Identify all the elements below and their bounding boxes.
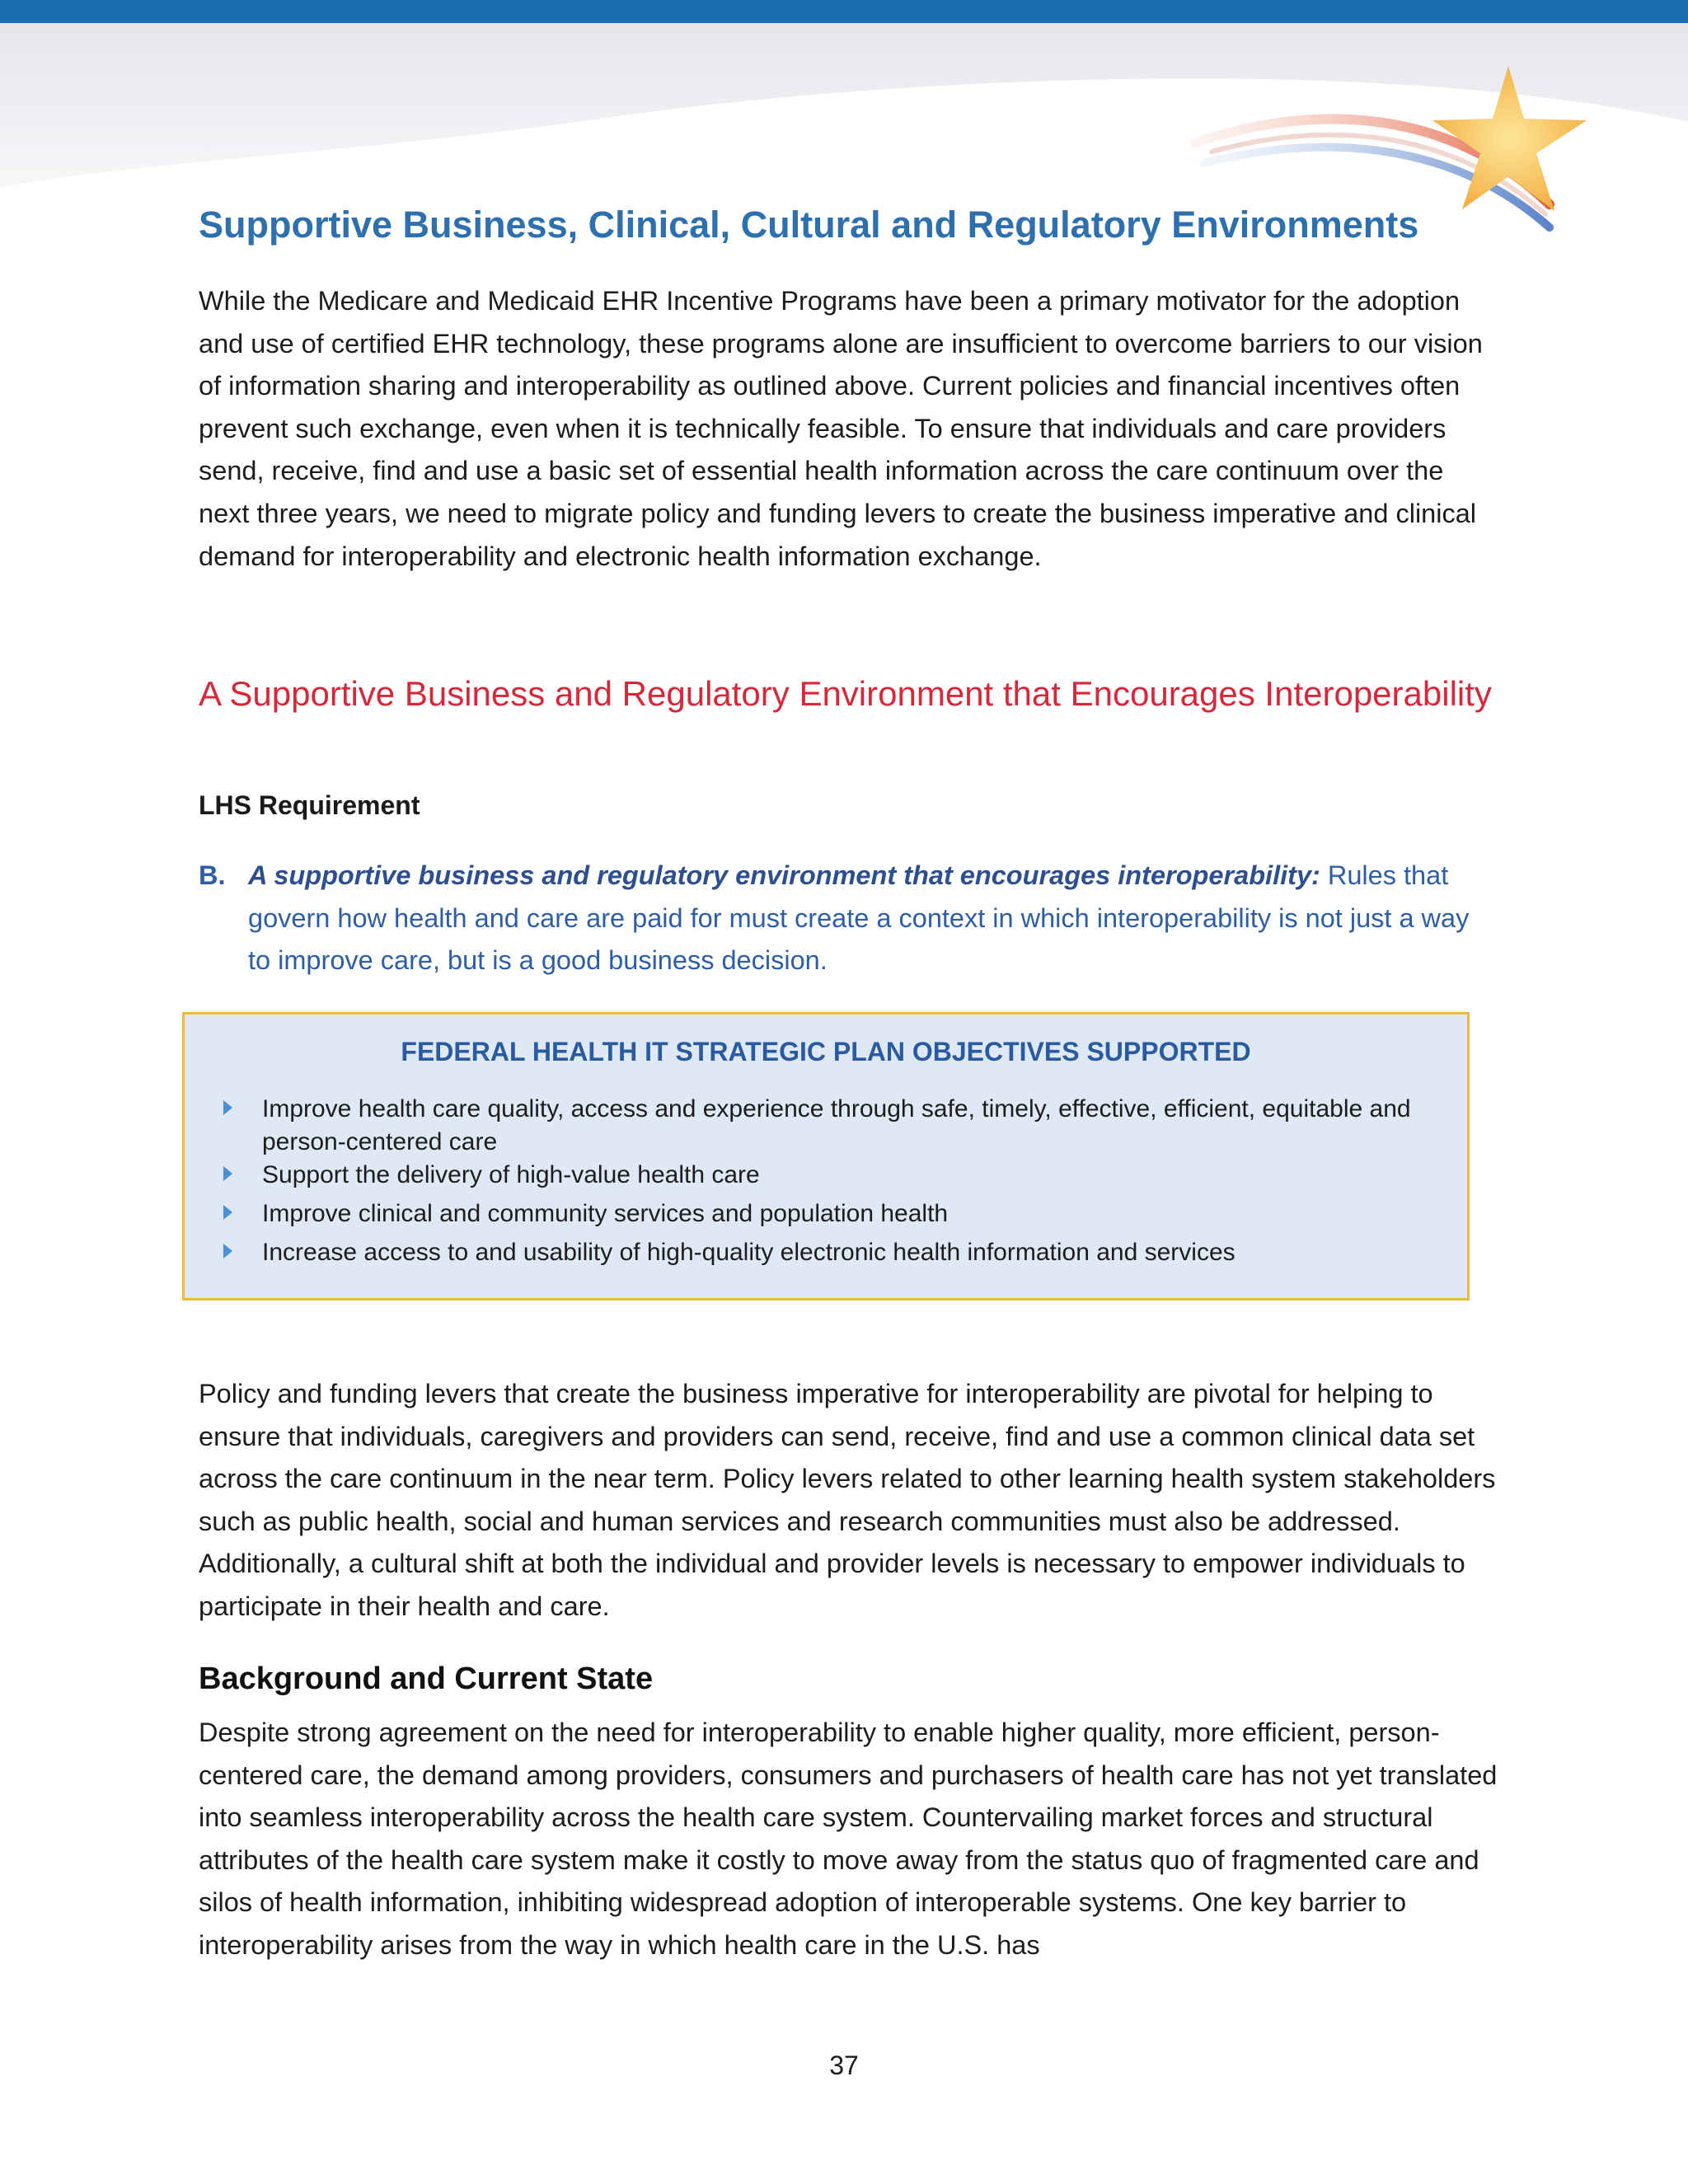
requirement-text: Rules that govern how health and care are paid for must create a context in which interoperability is not just a way to improve care, but is a good business decision. xyxy=(248,860,1470,976)
section-title: Supportive Business, Clinical, Cultural and Regulatory Environments xyxy=(199,204,1419,246)
bullet-arrow-icon xyxy=(223,1166,232,1181)
requirement-label: LHS Requirement xyxy=(199,790,420,820)
objective-text: Support the delivery of high-value health care xyxy=(262,1161,760,1188)
intro-paragraph: While the Medicare and Medicaid EHR Incentive Programs have been a primary motivator for the adoption and use of certified EHR technology, these programs alone are insufficient to overcome barriers to our vision of information sharing and interoperability as outlined above. Current policies and financial incentives often prevent such exchange, even when it is technically feasible. To ensure that individuals and care providers send, receive, find and use a basic set of essential health information across the care continuum over the next three years, we need to migrate policy and funding levers to create the business imperative and clinical demand for interoperability and electronic health information exchange. xyxy=(199,286,1483,571)
objective-text: Improve clinical and community services and population health xyxy=(262,1200,949,1227)
subsection-title: A Supportive Business and Regulatory Environment that Encourages Interoperability xyxy=(199,674,1492,713)
objective-text: Increase access to and usability of high-quality electronic health information and services xyxy=(262,1239,1236,1266)
background-paragraph: Despite strong agreement on the need for interoperability to enable higher quality, more efficient, person-centered care, the demand among providers, consumers and purchasers of health care has not yet translated into seamless interoperability across the health care system. Countervailing market forces and structural attributes of the health care system make it costly to move away from the status quo of fragmented care and silos of health information, inhibiting widespread adoption of interoperable systems. One key barrier to interoperability arises from the way in which health care in the U.S. has xyxy=(199,1718,1498,1960)
page-number: 37 xyxy=(829,2050,859,2080)
background-heading: Background and Current State xyxy=(199,1661,654,1696)
requirement-body xyxy=(248,855,1484,982)
bullet-arrow-icon xyxy=(223,1244,232,1258)
requirement-lead: A supportive business and regulatory environment that encourages interoperability: xyxy=(248,860,1320,890)
objectives-box xyxy=(182,1012,1470,1301)
bullet-arrow-icon xyxy=(223,1205,232,1220)
bullet-arrow-icon xyxy=(223,1100,232,1115)
top-banner-bar xyxy=(0,0,1688,23)
objective-text: Improve health care quality, access and experience through safe, timely, effective, efficient, equitable and person-centered care xyxy=(262,1095,1411,1155)
policy-paragraph: Policy and funding levers that create the business imperative for interoperability are pivotal for helping to ensure that individuals, caregivers and providers can send, receive, find and use a common clinical data set across the care continuum in the near term. Policy levers related to other learning health system stakeholders such as public health, social and human services and research communities must also be addressed. Additionally, a cultural shift at both the individual and provider levels is necessary to empower individuals to participate in their health and care. xyxy=(199,1379,1496,1621)
requirement-letter: B. xyxy=(199,860,226,890)
objectives-title: FEDERAL HEALTH IT STRATEGIC PLAN OBJECTIVES SUPPORTED xyxy=(401,1037,1251,1066)
